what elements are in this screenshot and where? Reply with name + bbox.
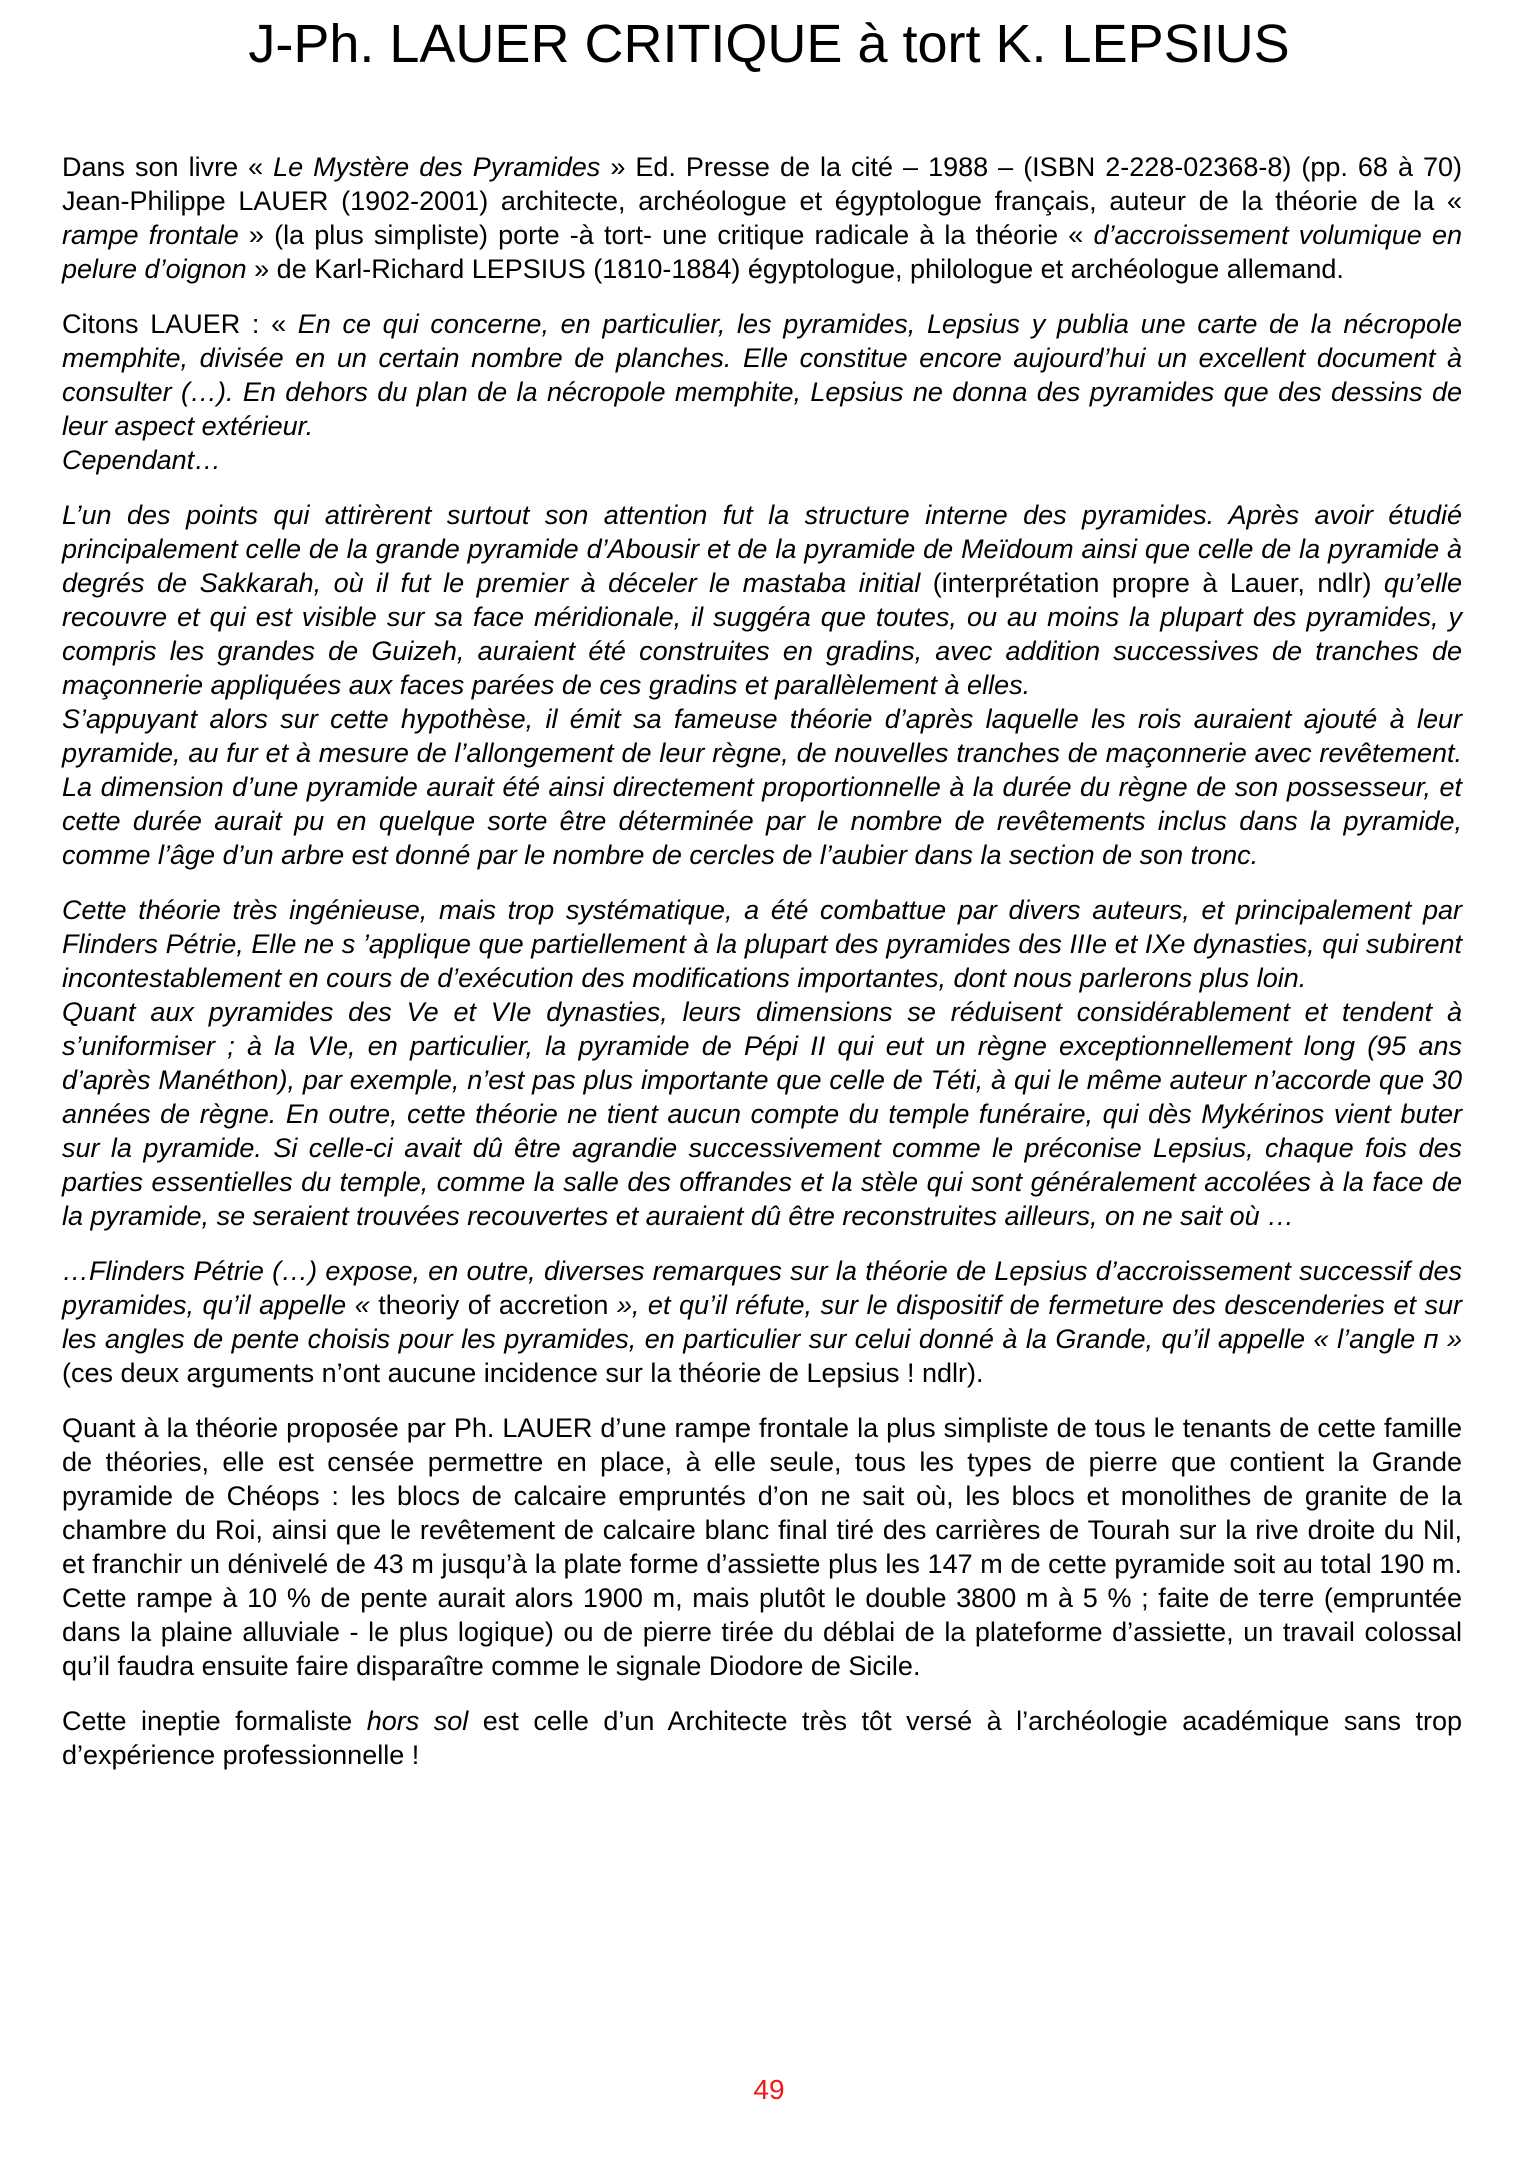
text-run-regular: (ces deux arguments n’ont aucune incidence sur la théorie de Lepsius ! ndlr). <box>62 1358 984 1388</box>
text-run-regular: » Ed. Presse de la cité – 1988 – (ISBN 2-228-02368-8) (pp. 68 à 70) Jean-Philippe LAUER (1902-2001) architecte, archéologue et égyptologue français, auteur de la théorie de la « <box>62 152 1462 216</box>
text-run-italic: En ce qui concerne, en particulier, les pyramides, Lepsius y publia une carte de la nécropole memphite, divisée en un certain nombre de planches. Elle constitue encore aujourd’hui un excellent document à consulter (…). En dehors du plan de la nécropole memphite, Lepsius ne donna des pyramides que des dessins de leur aspect extérieur. <box>62 309 1462 441</box>
paragraph <box>62 443 1462 477</box>
text-run-regular: (interprétation propre à Lauer, ndlr) <box>932 568 1384 598</box>
text-run-italic: …Flinders Pétrie (…) expose, en outre, diverses remarques sur la théorie de Lepsius d’accroissement successif des pyramides, qu’il appelle « <box>62 1256 1462 1320</box>
paragraph <box>62 1411 1462 1683</box>
document-body <box>62 150 1462 1772</box>
paragraph <box>62 1254 1462 1390</box>
text-run-italic: Quant aux pyramides des Ve et VIe dynasties, leurs dimensions se réduisent considérablement et tendent à s’uniformiser ; à la VIe, en particulier, la pyramide de Pépi II qui eut un règne exceptionnellement long (95 ans d’après Manéthon), par exemple, n’est pas plus importante que celle de Téti, à qui le même auteur n’accorde que 30 années de règne. En outre, cette théorie ne tient aucun compte du temple funéraire, qui dès Mykérinos vient buter sur la pyramide. Si celle-ci avait dû être agrandie successivement comme le préconise Lepsius, chaque fois des parties essentielles du temple, comme la salle des offrandes et la stèle qui sont généralement accolées à la face de la pyramide, se seraient trouvées recouvertes et auraient dû être reconstruites ailleurs, on ne sait où … <box>62 997 1462 1231</box>
text-run-italic: S’appuyant alors sur cette hypothèse, il émit sa fameuse théorie d’après laquelle les rois auraient ajouté à leur pyramide, au fur et à mesure de l’allongement de leur règne, de nouvelles tranches de maçonnerie avec revêtement. La dimension d’une pyramide aurait été ainsi directement proportionnelle à la durée du règne de son possesseur, et cette durée aurait pu en quelque sorte être déterminée par le nombre de revêtements inclus dans la pyramide, comme l’âge d’un arbre est donné par le nombre de cercles de l’aubier dans la section de son tronc. <box>62 704 1462 870</box>
page-title: J-Ph. LAUER CRITIQUE à tort K. LEPSIUS <box>248 14 1290 74</box>
text-run-italic: rampe frontale <box>62 220 239 250</box>
paragraph <box>62 498 1462 702</box>
text-run-regular: » (la plus simpliste) porte -à tort- une critique radicale à la théorie « <box>238 220 1094 250</box>
paragraph <box>62 307 1462 443</box>
text-run-italic: Le Mystère des Pyramides <box>273 152 601 182</box>
text-run-italic: Cette théorie très ingénieuse, mais trop systématique, a été combattue par divers auteurs, et principalement par Flinders Pétrie, Elle ne s ’applique que partiellement à la plupart des pyramides des IIIe et IXe dynasties, qui subirent incontestablement en cours de d’exécution des modifications importantes, dont nous parlerons plus loin. <box>62 895 1462 993</box>
text-run-regular: theoriy of accretion <box>378 1290 609 1320</box>
paragraph <box>62 893 1462 995</box>
text-run-regular: » de Karl-Richard LEPSIUS (1810-1884) égyptologue, philologue et archéologue allemand. <box>246 254 1344 284</box>
text-run-italic: », et qu’il réfute, sur le dispositif de fermeture des descenderies et sur les angles de pente choisis pour les pyramides, en particulier sur celui donné à la Grande, qu’il appelle « l’angle п » <box>62 1290 1462 1354</box>
page-number: 49 <box>753 2074 785 2105</box>
text-run-italic: Cependant… <box>62 445 222 475</box>
paragraph <box>62 1704 1462 1772</box>
text-run-italic: L’un des points qui attirèrent surtout son attention fut la structure interne des pyramides. Après avoir étudié principalement celle de la grande pyramide d’Abousir et de la pyramide de Meïdoum ainsi que celle de la pyramide à degrés de Sakkarah, où il fut le premier à déceler le mastaba initial <box>62 500 1462 598</box>
text-run-italic: hors sol <box>366 1706 469 1736</box>
paragraph <box>62 702 1462 872</box>
paragraph <box>62 995 1462 1233</box>
text-run-regular: Quant à la théorie proposée par Ph. LAUER d’une rampe frontale la plus simpliste de tous le tenants de cette famille de théories, elle est censée permettre en place, à elle seule, tous les types de pierre que contient la Grande pyramide de Chéops : les blocs de calcaire empruntés d’on ne sait où, les blocs et monolithes de granite de la chambre du Roi, ainsi que le revêtement de calcaire blanc final tiré des carrières de Tourah sur la rive droite du Nil, et franchir un dénivelé de 43 m jusqu’à la plate forme d’assiette plus les 147 m de cette pyramide soit au total 190 m. Cette rampe à 10 % de pente aurait alors 1900 m, mais plutôt le double 3800 m à 5 % ; faite de terre (empruntée dans la plaine alluviale - le plus logique) ou de pierre tirée du déblai de la plateforme d’assiette, un travail colossal qu’il faudra ensuite faire disparaître comme le signale Diodore de Sicile. <box>62 1413 1462 1681</box>
text-run-regular: Citons LAUER : « <box>62 309 298 339</box>
text-run-regular: Dans son livre « <box>62 152 274 182</box>
text-run-italic: qu’elle recouvre et qui est visible sur sa face méridionale, il suggéra que toutes, ou au moins la plupart des pyramides, y compris les grandes de Guizeh, auraient été construites en gradins, avec addition successives de tranches de maçonnerie appliquées aux faces parées de ces gradins et parallèlement à elles. <box>62 568 1462 700</box>
text-run-regular: est celle d’un Architecte très tôt versé à l’archéologie académique sans trop d’expérience professionnelle ! <box>62 1706 1462 1770</box>
text-run-italic: d’accroissement volumique en pelure d’oignon <box>62 220 1462 284</box>
paragraph <box>62 150 1462 286</box>
text-run-regular: Cette ineptie formaliste <box>62 1706 367 1736</box>
